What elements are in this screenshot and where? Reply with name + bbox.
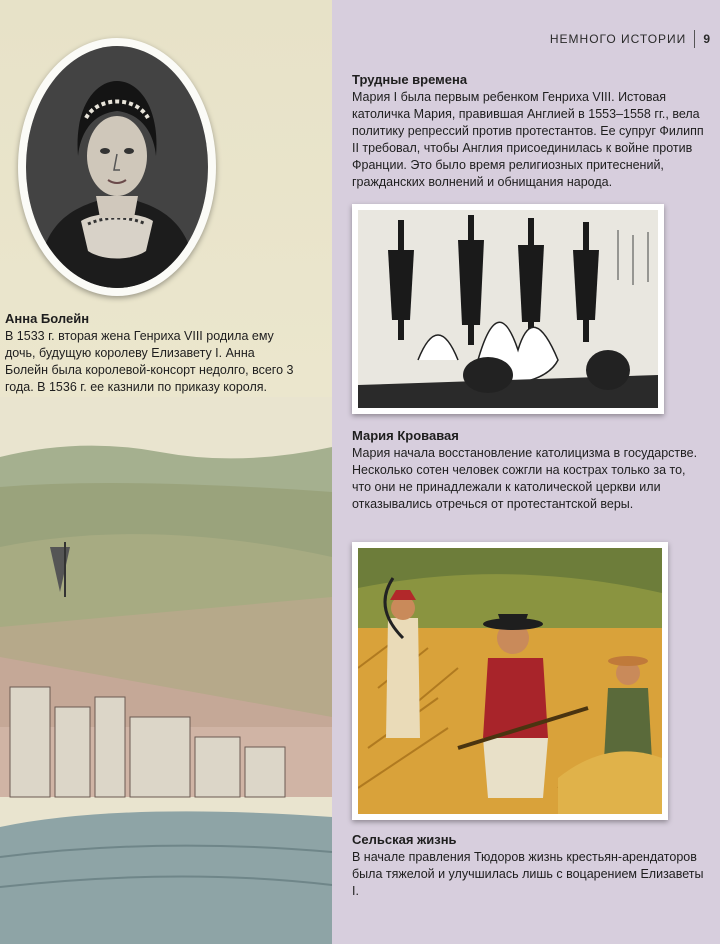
burning-illustration-frame (352, 204, 664, 414)
bloody-mary-text: Мария начала восстановление католицизма в государстве. Несколько сотен человек сожгли на кострах только за то, что они не принадлежали к католической церкви или отказывались отречься от протестантской веры. (352, 446, 698, 511)
harvest-illustration-icon (358, 548, 662, 814)
bloody-mary-block (352, 428, 707, 513)
bloody-mary-title: Мария Кровавая (352, 428, 459, 443)
rural-life-text: В начале правления Тюдоров жизнь крестьян-арендаторов была тяжелой и улучшилась лишь с воцарением Елизаветы I. (352, 850, 704, 898)
rural-life-block (352, 832, 707, 900)
hard-times-block (352, 72, 707, 191)
tudor-town-landscape-icon (0, 397, 332, 944)
header-divider (694, 30, 695, 48)
rural-life-title: Сельская жизнь (352, 832, 457, 847)
portrait-frame (18, 38, 216, 296)
hard-times-title: Трудные времена (352, 72, 468, 87)
burning-at-stake-illustration-icon (358, 210, 658, 408)
page-number: 9 (703, 32, 710, 46)
left-column (0, 0, 332, 944)
hard-times-text: Мария I была первым ребенком Генриха VIII. Истовая католичка Мария, правившая Англией в 1553–1558 гг., вела политику репрессий против протестантов. Ее супруг Филипп II требовал, чтобы Англия присоединилась к войне против Франции. Это было время религиозных притеснений, гражданских волнений и обнищания народа. (352, 90, 704, 189)
anne-caption-text: В 1533 г. вторая жена Генриха VIII родила ему дочь, будущую королеву Елизавету I. Анна Болейн была королевой-консорт недолго, всего 3 года. В 1536 г. ее казнили по приказу короля. (5, 329, 294, 394)
section-title: НЕМНОГО ИСТОРИИ (549, 32, 687, 46)
anne-boleyn-portrait-icon (26, 46, 208, 288)
anne-caption-title: Анна Болейн (5, 311, 90, 326)
page-header (550, 30, 710, 48)
harvest-illustration-frame (352, 542, 668, 820)
anne-boleyn-caption (5, 311, 295, 396)
